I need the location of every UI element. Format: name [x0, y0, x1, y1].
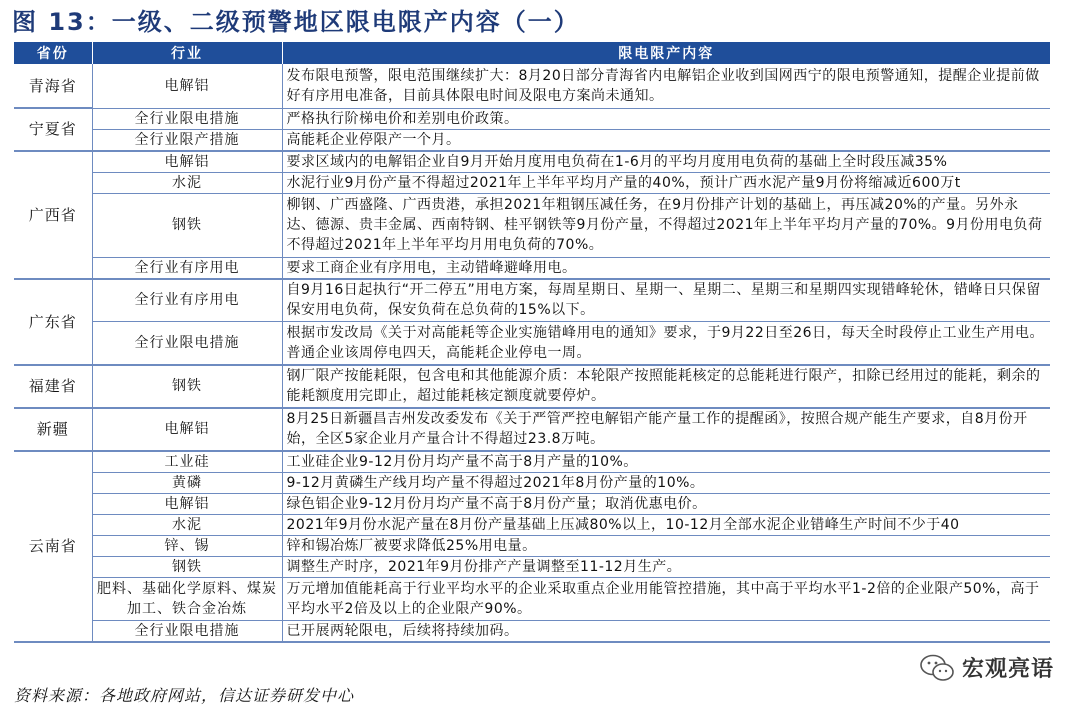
content-cell: 万元增加值能耗高于行业平均水平的企业采取重点企业用能管控措施，其中高于平均水平1-2倍的企业限产50%，高于平均水平2倍及以上的企业限产90%。 — [282, 577, 1050, 620]
content-cell: 绿色铝企业9-12月份月均产量不高于8月份产量；取消优惠电价。 — [282, 493, 1050, 514]
table-row — [14, 322, 1050, 365]
industry-cell: 全行业限电措施 — [92, 620, 282, 642]
content-cell: 高能耗企业停限产一个月。 — [282, 129, 1050, 151]
table-row — [14, 151, 1050, 173]
content-cell: 8月25日新疆昌吉州发改委发布《关于严管严控电解铝产能产量工作的提醒函》，按照合规产能生产要求，自8月份开始，全区5家企业月产量合计不得超过23.8万吨。 — [282, 408, 1050, 451]
province-cell: 广西省 — [14, 151, 92, 279]
table-row — [14, 472, 1050, 493]
table-row — [14, 64, 1050, 108]
province-cell: 宁夏省 — [14, 108, 92, 151]
table-header-row — [14, 42, 1050, 64]
table-row — [14, 514, 1050, 535]
province-cell: 广东省 — [14, 279, 92, 365]
watermark-text: 宏观亮语 — [961, 657, 1054, 682]
wechat-icon — [920, 654, 954, 682]
content-cell: 工业硅企业9-12月份月均产量不高于8月产量的10%。 — [282, 451, 1050, 473]
watermark — [920, 652, 1054, 683]
content-cell: 要求区域内的电解铝企业自9月开始月度用电负荷在1-6月的平均月度用电负荷的基础上全时段压减35% — [282, 151, 1050, 173]
table-row — [14, 193, 1050, 257]
industry-cell: 钢铁 — [92, 365, 282, 408]
industry-cell: 电解铝 — [92, 493, 282, 514]
industry-cell: 全行业有序用电 — [92, 257, 282, 279]
industry-cell: 电解铝 — [92, 64, 282, 108]
header-content: 限电限产内容 — [282, 42, 1050, 64]
industry-cell: 肥料、基础化学原料、煤炭加工、铁合金冶炼 — [92, 577, 282, 620]
table-row — [14, 451, 1050, 473]
industry-cell: 钢铁 — [92, 556, 282, 577]
industry-cell: 全行业限电措施 — [92, 322, 282, 365]
table-row — [14, 577, 1050, 620]
content-cell: 严格执行阶梯电价和差别电价政策。 — [282, 108, 1050, 129]
figure-title: 图 13：一级、二级预警地区限电限产内容（一） — [12, 8, 580, 36]
table-row — [14, 365, 1050, 408]
table-row — [14, 493, 1050, 514]
province-cell: 新疆 — [14, 408, 92, 451]
content-cell: 发布限电预警，限电范围继续扩大：8月20日部分青海省内电解铝企业收到国网西宁的限电预警通知，提醒企业提前做好有序用电准备，目前具体限电时间及限电方案尚未通知。 — [282, 64, 1050, 108]
content-cell: 根据市发改局《关于对高能耗等企业实施错峰用电的通知》要求，于9月22日至26日，每天全时段停止工业生产用电。普通企业该周停电四天，高能耗企业停电一周。 — [282, 322, 1050, 365]
industry-cell: 全行业有序用电 — [92, 279, 282, 322]
table-row — [14, 279, 1050, 322]
industry-cell: 锌、锡 — [92, 535, 282, 556]
content-cell: 自9月16日起执行“开二停五”用电方案，每周星期日、星期一、星期二、星期三和星期四实现错峰轮休，错峰日只保留保安用电负荷，保安负荷在总负荷的15%以下。 — [282, 279, 1050, 322]
source-note: 资料来源：各地政府网站，信达证券研发中心 — [14, 686, 355, 705]
industry-cell: 电解铝 — [92, 151, 282, 173]
table-row — [14, 408, 1050, 451]
table-row — [14, 257, 1050, 279]
content-cell: 钢厂限产按能耗限，包含电和其他能源介质：本轮限产按照能耗核定的总能耗进行限产，扣除已经用过的能耗，剩余的能耗额度用完即止，超过能耗核定额度就要停炉。 — [282, 365, 1050, 408]
industry-cell: 全行业限产措施 — [92, 129, 282, 151]
province-cell: 云南省 — [14, 451, 92, 642]
content-cell: 水泥行业9月份产量不得超过2021年上半年平均月产量的40%，预计广西水泥产量9月份将缩减近600万t — [282, 172, 1050, 193]
industry-cell: 水泥 — [92, 172, 282, 193]
content-cell: 调整生产时序，2021年9月份排产产量调整至11-12月生产。 — [282, 556, 1050, 577]
industry-cell: 钢铁 — [92, 193, 282, 257]
industry-cell: 黄磷 — [92, 472, 282, 493]
content-cell: 柳钢、广西盛隆、广西贵港，承担2021年粗钢压减任务，在9月份排产计划的基础上，再压减20%的产量。另外永达、德源、贵丰金属、西南特钢、桂平钢铁等9月份产量，不得超过2021年上半年平均月产量的70%。9月份用电负荷不得超过2021年上半年平均月用电负荷的70%。 — [282, 193, 1050, 257]
content-cell: 9-12月黄磷生产线月均产量不得超过2021年8月份产量的10%。 — [282, 472, 1050, 493]
industry-cell: 电解铝 — [92, 408, 282, 451]
content-cell: 已开展两轮限电，后续将持续加码。 — [282, 620, 1050, 642]
industry-cell: 水泥 — [92, 514, 282, 535]
industry-cell: 全行业限电措施 — [92, 108, 282, 129]
province-cell: 福建省 — [14, 365, 92, 408]
table-row — [14, 620, 1050, 642]
content-cell: 锌和锡冶炼厂被要求降低25%用电量。 — [282, 535, 1050, 556]
table-row — [14, 535, 1050, 556]
restriction-table — [14, 42, 1050, 643]
province-cell: 青海省 — [14, 64, 92, 108]
table-row — [14, 108, 1050, 129]
table-row — [14, 172, 1050, 193]
table-row — [14, 129, 1050, 151]
content-cell: 2021年9月份水泥产量在8月份产量基础上压减80%以上，10-12月全部水泥企业错峰生产时间不少于40 — [282, 514, 1050, 535]
content-cell: 要求工商企业有序用电，主动错峰避峰用电。 — [282, 257, 1050, 279]
industry-cell: 工业硅 — [92, 451, 282, 473]
header-industry: 行业 — [92, 42, 282, 64]
header-province: 省份 — [14, 42, 92, 64]
table-row — [14, 556, 1050, 577]
